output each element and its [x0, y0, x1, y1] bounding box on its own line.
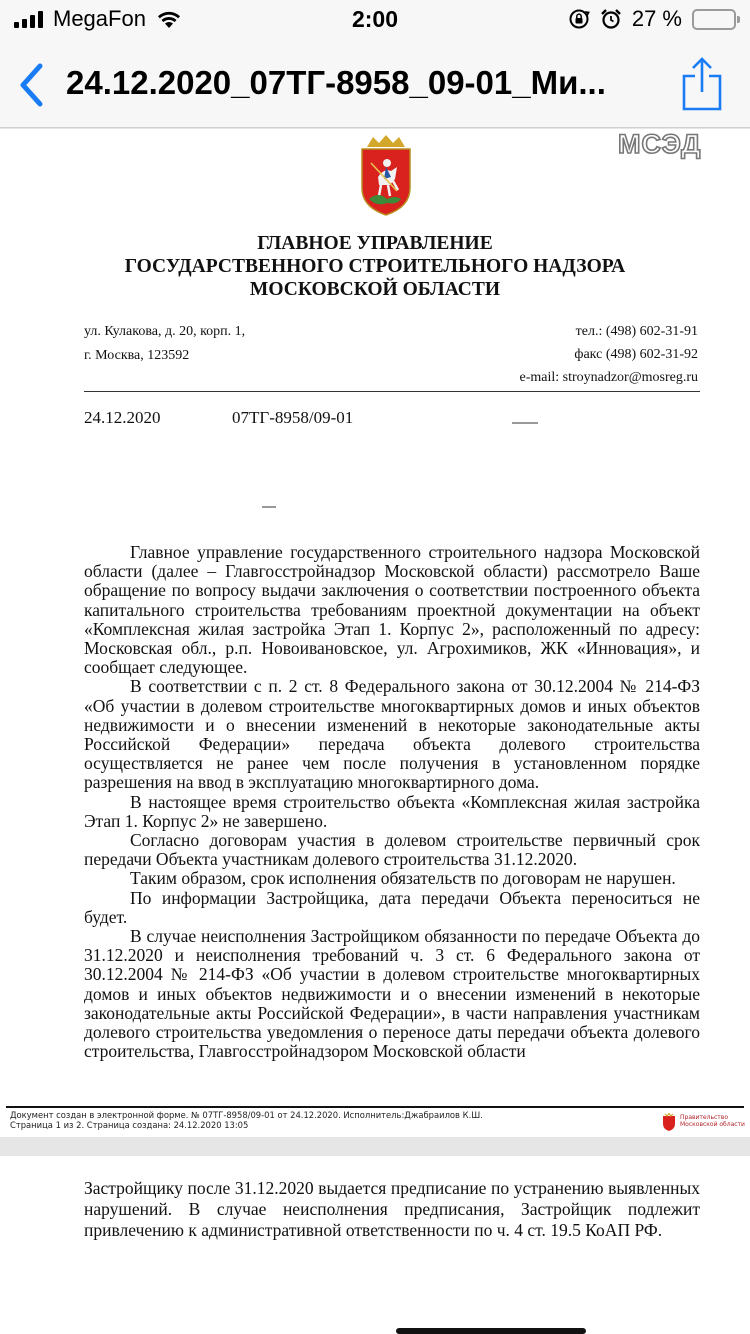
navigation-bar: [0, 40, 750, 128]
address-block: [84, 320, 245, 368]
gov-label-line: Правительство: [680, 1114, 728, 1121]
government-label: [680, 1114, 745, 1128]
letter-body: [84, 543, 700, 1061]
status-right: [568, 6, 736, 32]
fax: факс (498) 602-31-92: [574, 347, 698, 362]
organization-name: [0, 232, 750, 301]
share-icon[interactable]: [680, 56, 724, 112]
msed-stamp: МСЭД: [618, 129, 702, 159]
carrier-name: MegaFon: [53, 6, 146, 31]
footer-line: Документ создан в электронной форме. № 07ТГ-8958/09-01 от 24.12.2020. Исполнитель:Джабраилов К.Ш.: [10, 1110, 483, 1120]
document-page-1: [0, 129, 750, 1137]
document-page-2: [0, 1156, 750, 1334]
document-title: 24.12.2020_07ТГ-8958_09-01_Ми...: [66, 64, 606, 101]
paragraph: Таким образом, срок исполнения обязательств по договорам не нарушен.: [130, 868, 676, 889]
document-date: 24.12.2020: [84, 408, 161, 427]
clock: 2:00: [351, 6, 399, 32]
header-divider: [84, 391, 700, 392]
org-line: МОСКОВСКОЙ ОБЛАСТИ: [249, 279, 501, 300]
government-logo-icon: [662, 1113, 676, 1131]
rotation-lock-icon: [568, 8, 590, 30]
address-line: г. Москва, 123592: [84, 348, 190, 363]
paragraph: Согласно договорам участия в долевом строительстве первичный срок передачи Объекта участникам долевого строительства 31.12.2020.: [84, 830, 700, 870]
address-line: ул. Кулакова, д. 20, корп. 1,: [84, 324, 246, 339]
alarm-icon: [600, 8, 622, 30]
footer-divider: [6, 1106, 744, 1108]
moscow-oblast-coat-of-arms-icon: [357, 133, 415, 217]
status-bar: [0, 0, 750, 40]
paragraph: В настоящее время строительство объекта «Комплексная жилая застройка Этап 1. Корпус 2» не завершено.: [84, 791, 700, 831]
email: e-mail: stroynadzor@mosreg.ru: [519, 370, 698, 385]
org-line: ГОСУДАРСТВЕННОГО СТРОИТЕЛЬНОГО НАДЗОРА: [124, 256, 626, 277]
paragraph: В случае неисполнения Застройщиком обязанности по передаче Объекта до 31.12.2020 и неисполнения требований ч. 3 ст. 6 Федерального закона от 30.12.2004 № 214-ФЗ «Об участии в долевом строительстве многоквартирных домов и иных объектов недвижимости и о внесении изменений в некоторые законодательные акты Российской Федерации», в части направления участникам долевого строительства уведомления о переносе даты передачи объекта долевого строительства, Главгосстройнадзором Московской области: [84, 926, 700, 1062]
paragraph: Главное управление государственного строительного надзора Московской области (далее – Главгосстройнадзор Московской области) рассмотрело Ваше обращение по вопросу выдачи заключения о соответствии построенного объекта капитального строительства требованиям проектной документации на объект «Комплексная жилая застройка Этап 1. Корпус 2», расположенный по адресу: Московская обл., р.п. Новоивановское, ул. Агрохимиков, ЖК «Инновация», и сообщает следующее.: [84, 542, 700, 678]
phone: тел.: (498) 602-31-91: [575, 324, 698, 339]
paragraph: В соответствии с п. 2 ст. 8 Федерального закона от 30.12.2004 № 214-ФЗ «Об участии в долевом строительстве многоквартирных домов и иных объектов недвижимости и о внесении изменений в некоторые законодательные акты Российской Федерации» передача объекта долевого строительства осуществляется не ранее чем после получения в установленном порядке разрешения на ввод в эксплуатацию многоквартирного дома.: [84, 676, 700, 793]
paragraph: По информации Застройщика, дата передачи Объекта переноситься не будет.: [84, 887, 700, 927]
contacts-block: [519, 320, 698, 389]
home-indicator[interactable]: [396, 1328, 586, 1334]
battery-percent: 27 %: [631, 6, 682, 31]
org-line: ГЛАВНОЕ УПРАВЛЕНИЕ: [257, 233, 493, 254]
redaction-mark: [512, 422, 538, 424]
electronic-document-footer: [10, 1110, 483, 1130]
gov-label-line: Московской области: [680, 1121, 745, 1128]
document-number: 07ТГ-8958/09-01: [232, 408, 354, 427]
footer-line: Страница 1 из 2. Страница создана: 24.12.2020 13:05: [10, 1120, 249, 1130]
redaction-mark: [262, 506, 276, 508]
page2-paragraph: Застройщику после 31.12.2020 выдается предписание по устранению выявленных нарушений. В случае неисполнения предписания, Застройщик подлежит привлечению к административной ответственности по ч. 4 ст. 19.5 КоАП РФ.: [84, 1178, 700, 1240]
battery-icon: [692, 9, 736, 30]
back-chevron-icon[interactable]: [14, 60, 54, 110]
